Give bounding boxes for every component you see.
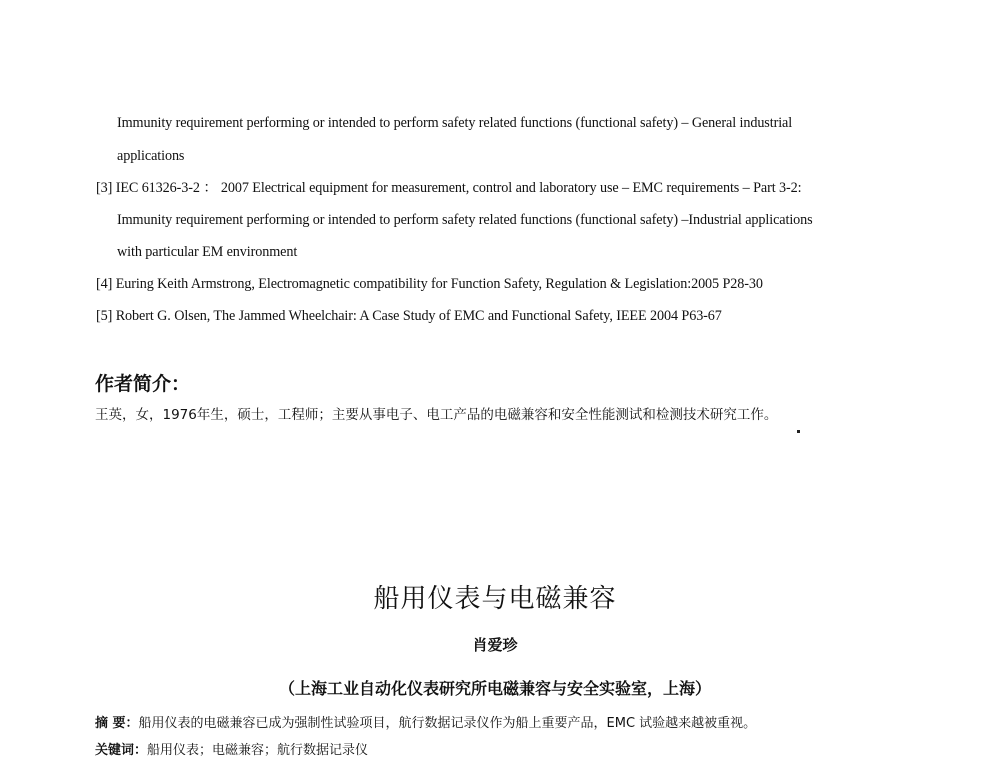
reference-3-line-3: with particular EM environment (117, 244, 298, 260)
keywords-label: 关键词： (95, 743, 148, 758)
reference-5: [5] Robert G. Olsen, The Jammed Wheelchair: A Case Study of EMC and Functional Safety, IEEE 2004 P63-67 (96, 308, 722, 324)
article-keywords (95, 739, 368, 758)
keywords-text: 船用仪表；电磁兼容；航行数据记录仪 (147, 743, 369, 758)
article-affiliation: （上海工业自动化仪表研究所电磁兼容与安全实验室，上海） (278, 679, 711, 698)
author-bio-text: 王英，女，1976年生，硕士，工程师；主要从事电子、电工产品的电磁兼容和安全性能测试和检测技术研究工作。 (95, 407, 778, 423)
reference-3-line-1: [3] IEC 61326-3-2 ： 2007 Electrical equipment for measurement, control and laboratory use – EMC requirements – Part 3-2: (96, 180, 802, 196)
reference-4: [4] Euring Keith Armstrong, Electromagnetic compatibility for Function Safety, Regulation & Legislation:2005 P28-30 (96, 276, 763, 292)
article-title: 船用仪表与电磁兼容 (373, 584, 617, 614)
author-bio-heading: 作者简介： (95, 373, 191, 395)
abstract-label: 摘 要： (95, 716, 139, 731)
article-abstract (95, 712, 756, 731)
abstract-text: 船用仪表的电磁兼容已成为强制性试验项目，航行数据记录仪作为船上重要产品，EMC 试验越来越被重视。 (138, 716, 757, 731)
reference-2-line-2: applications (117, 148, 185, 164)
reference-3-line-2: Immunity requirement performing or intended to perform safety related functions (functional safety) –Industrial applications (117, 212, 813, 228)
scan-speck (797, 430, 800, 433)
reference-2-line-1: Immunity requirement performing or intended to perform safety related functions (functional safety) – General industrial (117, 115, 793, 131)
article-author: 肖爱珍 (472, 636, 518, 654)
